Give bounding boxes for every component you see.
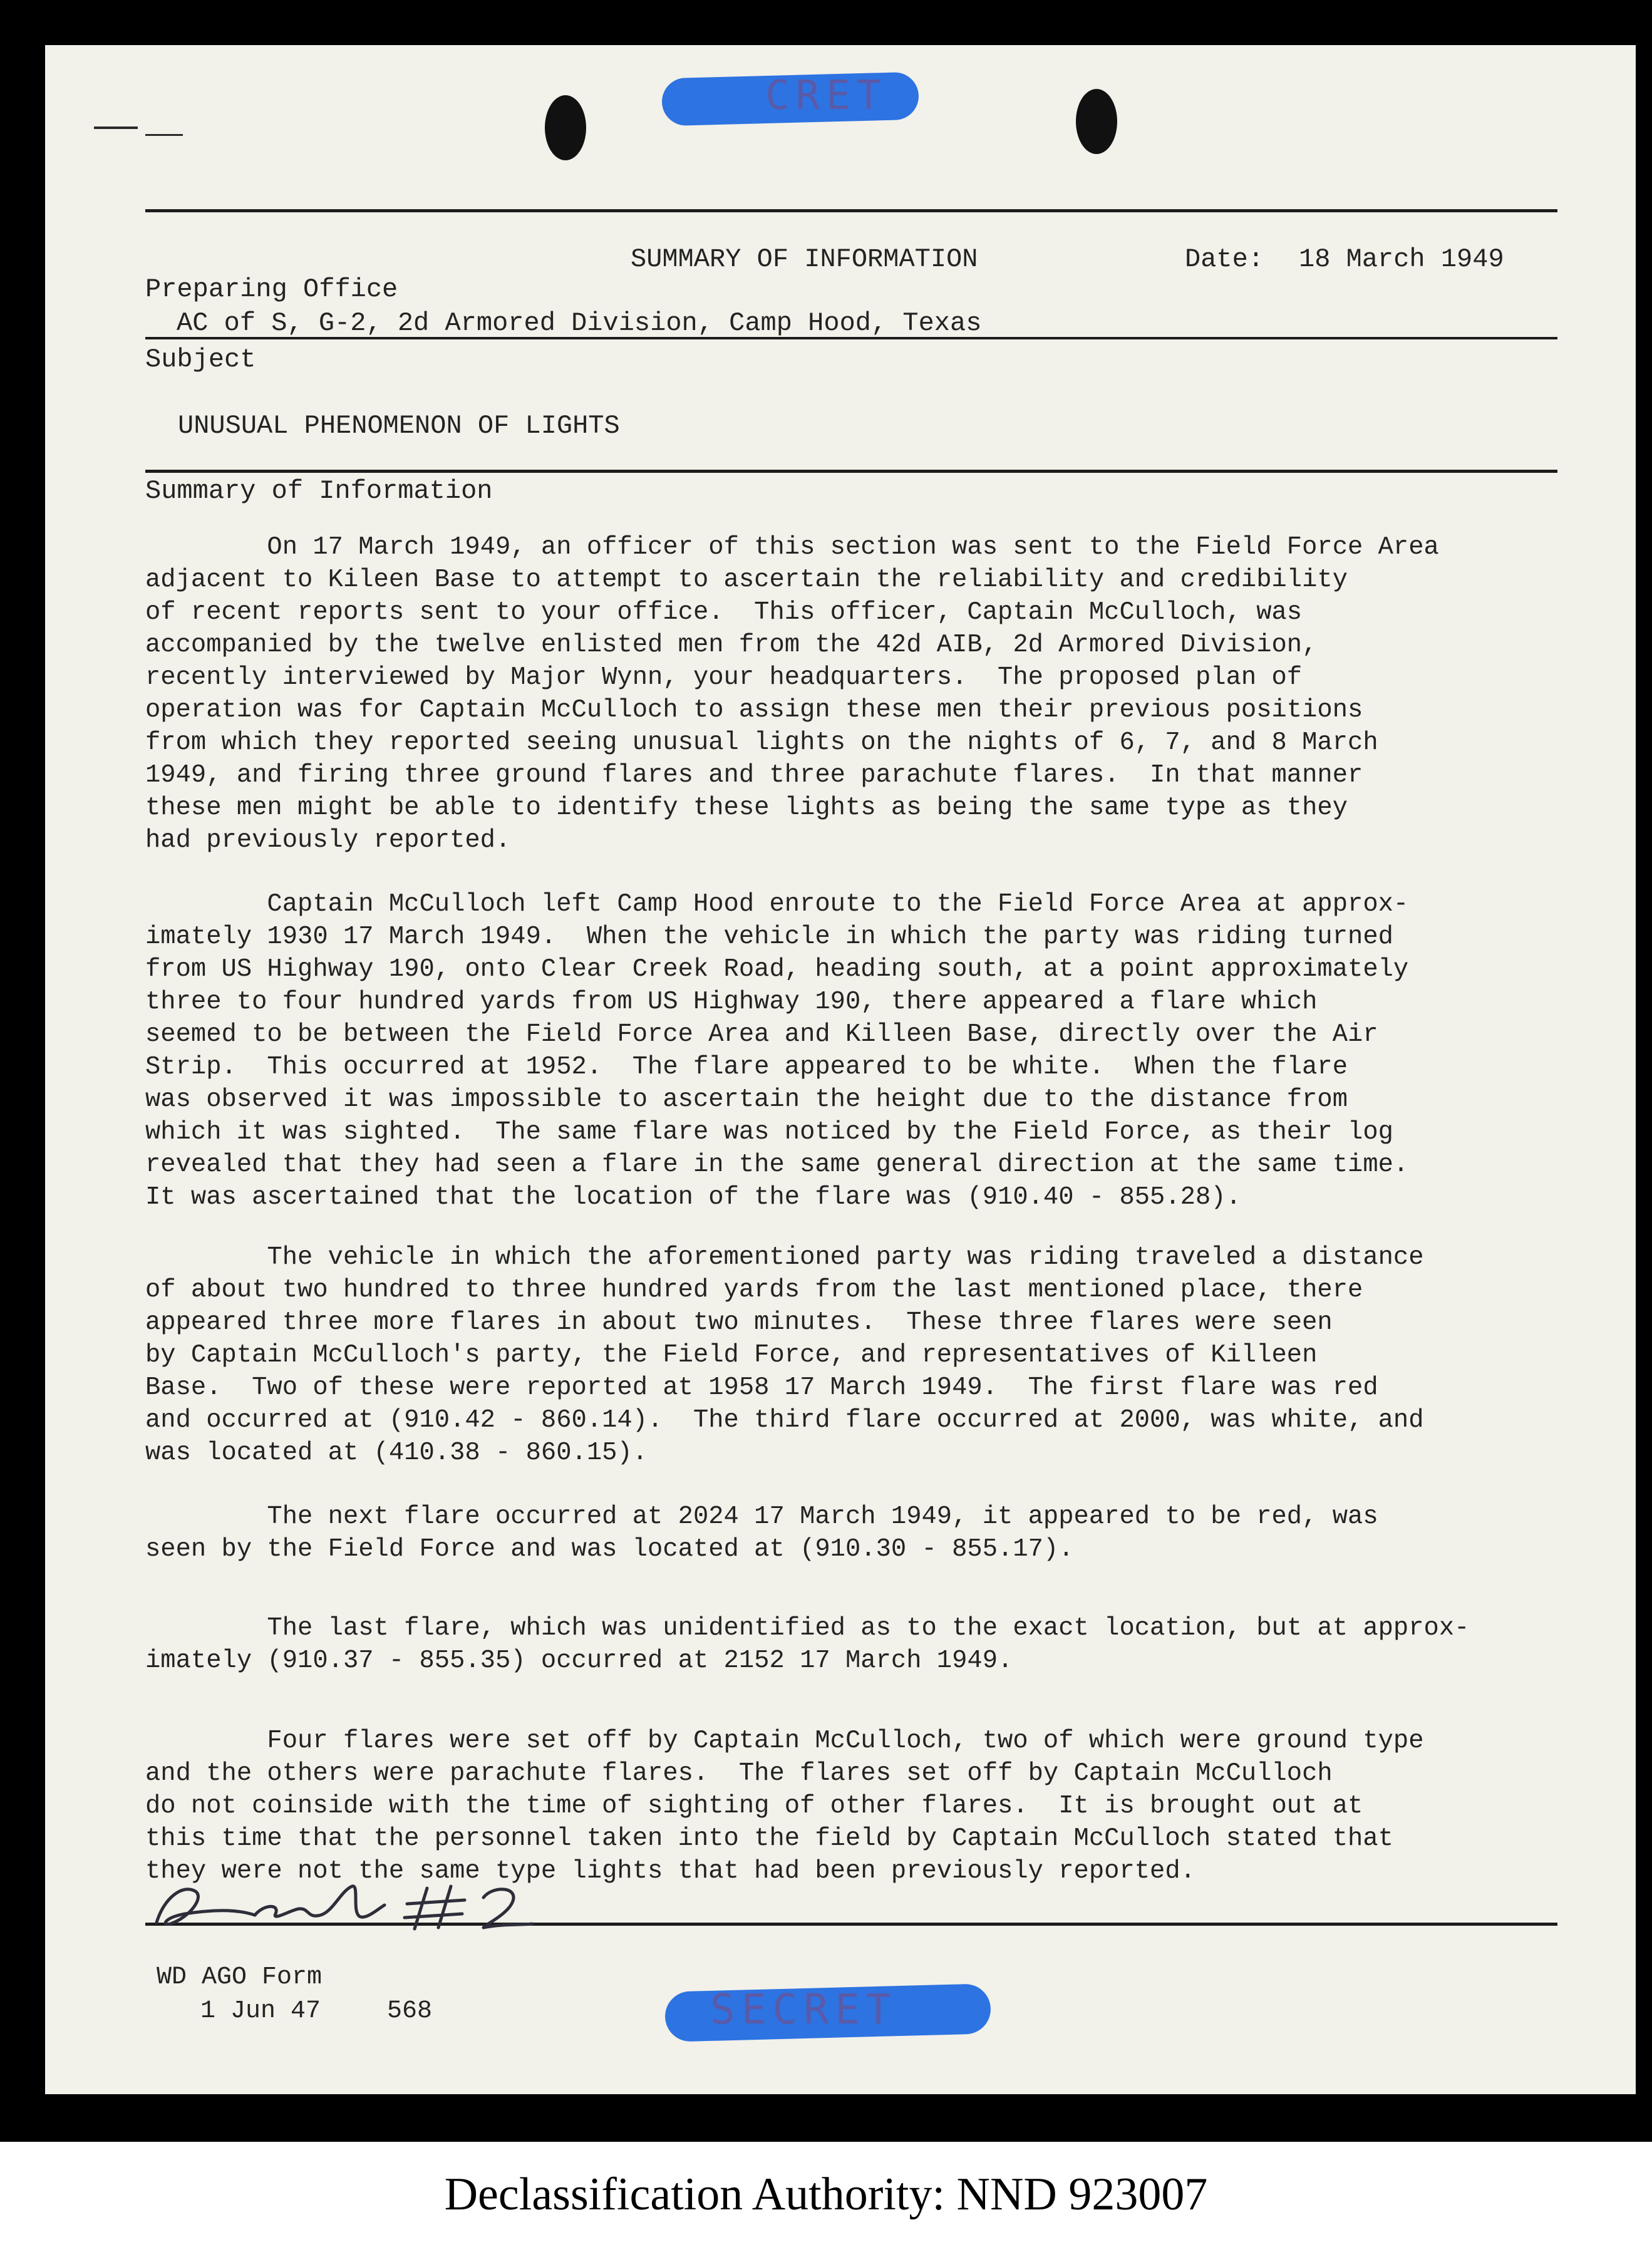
summary-label: Summary of Information [145,476,493,506]
paragraph-4: The next flare occurred at 2024 17 March 1949, it appeared to be red, was seen by the Field Force and was located at (910.30 - 855.17). [145,1502,1378,1564]
preparing-office: AC of S, G-2, 2d Armored Division, Camp Hood, Texas [177,308,982,338]
preparing-office-label: Preparing Office [145,274,398,304]
handwritten-inclosure-note [145,1879,546,1941]
scuff-mark [94,127,138,129]
form-name: WD AGO Form [157,1963,323,1991]
handwriting-stroke [157,1889,255,1924]
document-page [45,45,1636,2094]
form-number: 568 [387,1997,433,2025]
subject-label: Subject [145,344,256,374]
document-title: SUMMARY OF INFORMATION [631,244,978,274]
date-label: Date: [1185,244,1264,274]
secret-stamp-bottom-text: SECRET [710,1985,897,2033]
document-date: 18 March 1949 [1299,244,1504,274]
handwriting-stroke [255,1886,385,1917]
handwriting-two [483,1889,532,1928]
scuff-mark [145,134,183,136]
paragraph-2: Captain McCulloch left Camp Hood enroute to the Field Force Area at approx- imately 1930 17 March 1949. When the vehicle in which the party was riding turned from US Highway 190, onto Clear Creek Road, heading south, at a point approximately three to four hundred yards from US Highway 190, there appeared a flare which seemed to be between the Field Force Area and Killeen Base, directly over the Air Strip. This occurred at 1952. The flare appeared to be white. When the flare was observed it was impossible to ascertain the height due to the distance from which it was sighted. The same flare was noticed by the Field Force, as their log revealed that they had seen a flare in the same general direction at the same time. It was ascertained that the location of the flare was (910.40 - 855.28). [145,890,1409,1212]
paragraph-6: Four flares were set off by Captain McCulloch, two of which were ground type and the others were parachute flares. The flares set off by Captain McCulloch do not coinside with the time of sighting of other flares. It is brought out at this time that the personnel taken into the field by Captain McCulloch stated that they were not the same type lights that had been previously reported. [145,1727,1424,1886]
subject-text: UNUSUAL PHENOMENON OF LIGHTS [178,411,620,441]
top-rule [145,209,1557,212]
secret-stamp-top-text: CRET [765,73,887,119]
punch-hole-right [1076,89,1117,154]
paragraph-1: On 17 March 1949, an officer of this section was sent to the Field Force Area adjacent to Kileen Base to attempt to ascertain the reliability and credibility of recent reports sent to your office. This officer, Captain McCulloch, was accompanied by the twelve enlisted men from the 42d AIB, 2d Armored Division, recently interviewed by Major Wynn, your headquarters. The proposed plan of operation was for Captain McCulloch to assign these men their previous positions from which they reported seeing unusual lights on the nights of 6, 7, and 8 March 1949, and firing three ground flares and three parachute flares. In that manner these men might be able to identify these lights as being the same type as they had previously reported. [145,533,1439,855]
paragraph-3: The vehicle in which the aforementioned party was riding traveled a distance of about two hundred to three hundred yards from the last mentioned place, there appeared three more flares in about two minutes. These three flares were seen by Captain McCulloch's party, the Field Force, and representatives of Killeen Base. Two of these were reported at 1958 17 March 1949. The first flare was red and occurred at (910.42 - 860.14). The third flare occurred at 2000, was white, and was located at (410.38 - 860.15). [145,1243,1424,1467]
paragraph-5: The last flare, which was unidentified as to the exact location, but at approx- imately (910.37 - 855.35) occurred at 2152 17 March 1949. [145,1614,1470,1675]
form-date: 1 Jun 47 [200,1997,321,2025]
declassification-caption: Declassification Authority: NND 923007 [444,2169,1208,2220]
punch-hole-left [545,95,586,160]
handwriting-hash [405,1886,465,1929]
subject-rule [145,470,1557,473]
